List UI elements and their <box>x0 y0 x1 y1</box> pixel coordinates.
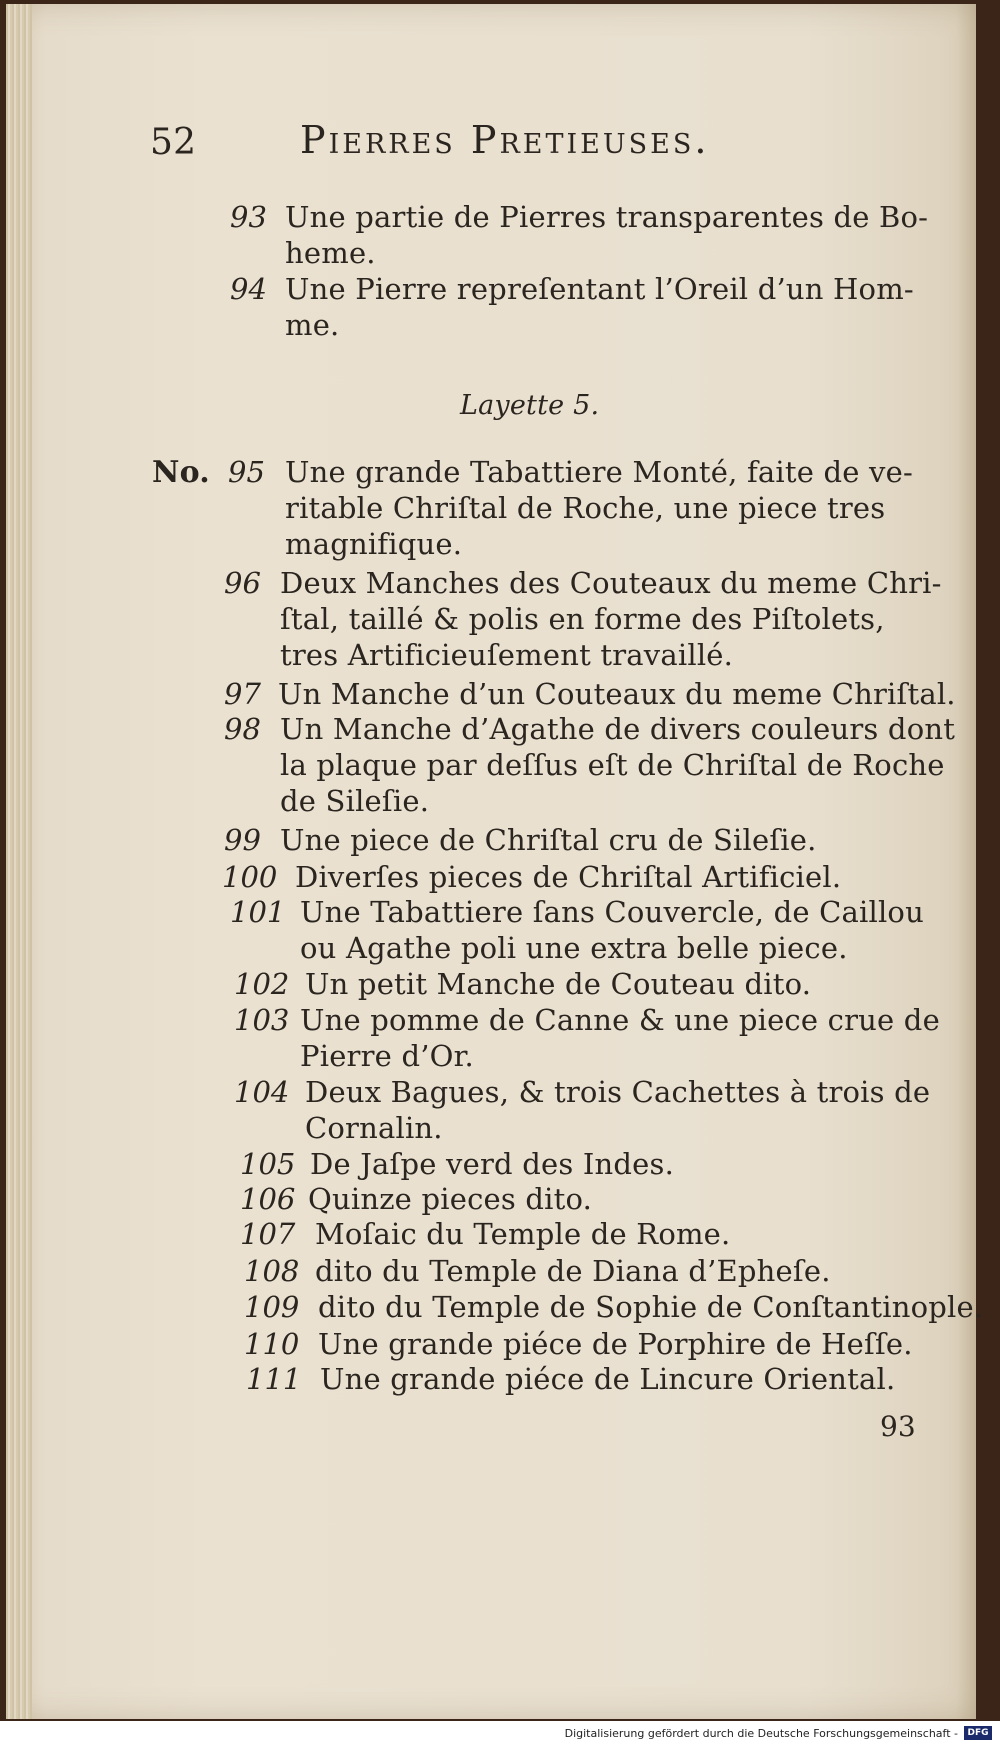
entry-line: Un Manche d’Agathe de divers couleurs dont <box>280 712 956 746</box>
item-number: 98 <box>224 712 261 746</box>
entry-line: dito du Temple de Sophie de Conſtantinople. <box>318 1290 984 1324</box>
entry-line: magnifique. <box>285 527 463 561</box>
entry-line: Un petit Manche de Couteau dito. <box>305 967 812 1001</box>
entry-line: Une grande piéce de Lincure Oriental. <box>320 1362 896 1396</box>
entry-line: ritable Chriſtal de Roche, une piece tres <box>285 491 886 525</box>
item-number: 97 <box>224 677 261 711</box>
item-number: 93 <box>230 200 267 234</box>
entry-line: ou Agathe poli une extra belle piece. <box>300 931 848 965</box>
item-number: 109 <box>244 1290 300 1324</box>
entry-line: De Jaſpe verd des Indes. <box>310 1147 675 1181</box>
entry-line: dito du Temple de Diana d’Epheſe. <box>315 1254 831 1288</box>
catchword: 93 <box>880 1410 916 1443</box>
dfg-logo: DFG <box>964 1726 992 1740</box>
no-label: No. <box>152 455 210 490</box>
entry-line: Moſaic du Temple de Rome. <box>315 1217 731 1251</box>
item-number: 111 <box>246 1362 302 1396</box>
item-number: 104 <box>234 1075 290 1109</box>
item-number: 102 <box>234 967 290 1001</box>
item-number: 94 <box>230 272 267 306</box>
entry-line: Une partie de Pierres transparentes de Bo- <box>285 200 929 234</box>
entry-line: Une Pierre repreſentant l’Oreil d’un Hom- <box>285 272 914 306</box>
item-number: 99 <box>224 823 261 857</box>
item-number: 96 <box>224 566 261 600</box>
page-gutter <box>6 4 32 1719</box>
running-title: Pierres Pretieuses. <box>300 118 710 162</box>
entry-line: Une grande piéce de Porphire de Heſſe. <box>318 1327 913 1361</box>
section-title: Layette 5. <box>460 390 600 421</box>
entry-line: me. <box>285 308 340 342</box>
footer-credit: Digitalisierung gefördert durch die Deutsche Forschungsgemeinschaft - <box>564 1727 958 1740</box>
entry-line: Une grande Tabattiere Monté, faite de ve- <box>285 455 913 489</box>
item-number: 95 <box>228 455 265 489</box>
item-number: 106 <box>240 1182 296 1216</box>
entry-line: heme. <box>285 236 376 270</box>
item-number: 105 <box>240 1147 296 1181</box>
entry-line: la plaque par deſſus eſt de Chriſtal de Roche <box>280 748 945 782</box>
entry-line: Deux Manches des Couteaux du meme Chri- <box>280 566 942 600</box>
entry-line: Une pomme de Canne & une piece crue de <box>300 1003 940 1037</box>
item-number: 107 <box>240 1217 296 1251</box>
entry-line: Un Manche d’un Couteaux du meme Chriſtal. <box>278 677 956 711</box>
entry-line: Diverſes pieces de Chriſtal Artificiel. <box>295 860 842 894</box>
entry-line: Cornalin. <box>305 1111 443 1145</box>
item-number: 100 <box>222 860 278 894</box>
entry-line: Pierre d’Or. <box>300 1039 474 1073</box>
entry-line: Une Tabattiere ſans Couvercle, de Caillou <box>300 895 924 929</box>
item-number: 108 <box>244 1254 300 1288</box>
item-number: 110 <box>244 1327 300 1361</box>
entry-line: de Sileſie. <box>280 784 430 818</box>
entry-line: Deux Bagues, & trois Cachettes à trois de <box>305 1075 931 1109</box>
entry-line: Quinze pieces dito. <box>308 1182 593 1216</box>
item-number: 103 <box>234 1003 290 1037</box>
entry-line: ſtal, taillé & polis en forme des Piſtolets, <box>280 602 885 636</box>
item-number: 101 <box>230 895 286 929</box>
page-number: 52 <box>150 122 197 163</box>
entry-line: tres Artificieuſement travaillé. <box>280 638 734 672</box>
entry-line: Une piece de Chriſtal cru de Sileſie. <box>280 823 817 857</box>
